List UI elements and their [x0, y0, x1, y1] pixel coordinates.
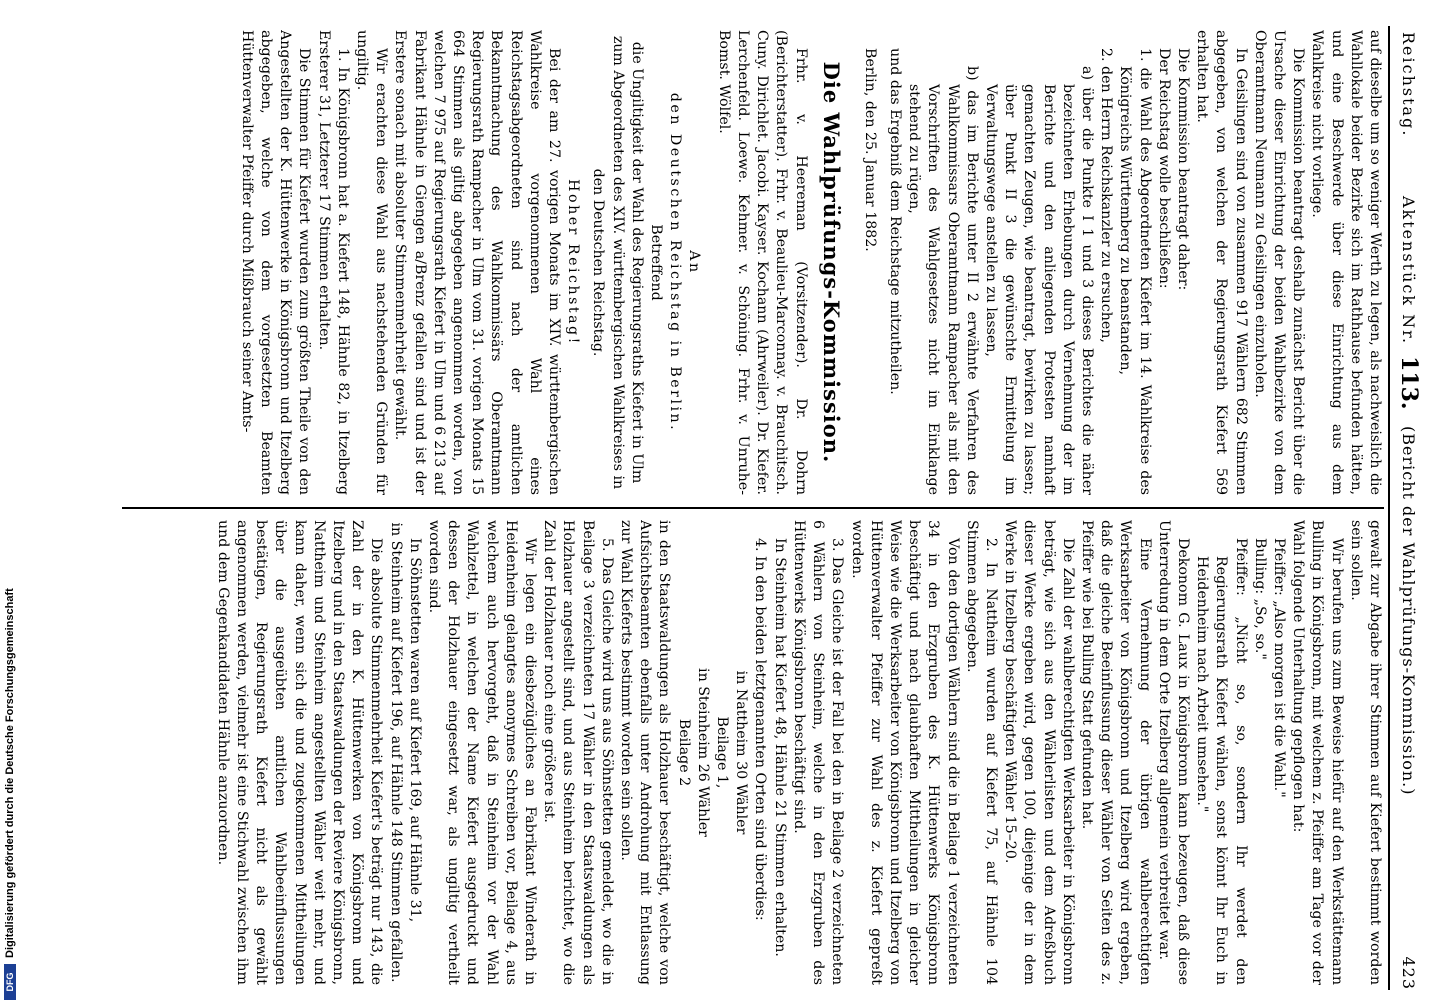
paragraph: In Steinheim hat Kiefert 48, Hähnle 21 Stimmen erhalten. — [771, 538, 788, 957]
paragraph: auf dieselbe um so weniger Werth zu legen, als nachweislich die Wahllokale beider Bezirke sich im Rathhause befunden hätten, und eine Beschwerde über diese Einrichtung aus dem Wahlkreise nicht vorliege. — [1309, 30, 1383, 495]
paragraph: Eine Vernehmung der übrigen wahlberechtigten Werksarbeiter von Königsbronn und Itzelberg wird ergeben, daß die gleiche Beeinflussung dieser Wähler von Seiten des z. Pfeiffer wie bei Bulling Statt gefunden hat. — [1078, 520, 1153, 985]
list-line: Beilage 1, — [714, 716, 731, 789]
header-document-label: Aktenstück Nr. — [1399, 196, 1418, 346]
paragraph: gewalt zur Abgabe ihrer Stimmen auf Kiefert bestimmt worden sein sollen. — [1347, 520, 1383, 985]
right-column — [122, 520, 1384, 985]
commission-title: Die Wahlprüfungs-Kommission. — [818, 61, 844, 464]
header-section-title: (Bericht der Wahlprüfungs-Kommission.) — [1399, 426, 1418, 796]
paragraph: in den Staatswaldungen als Holzhauer beschäftigt, welche von Aufsichtsbeamten ebenfalls unter Androhung mit Entlassung zur Wahl Kieferts bestimmt worden sein sollen. — [618, 520, 673, 985]
motion-item: 1. die Wahl des Abgeordneten Kiefert im 14. Wahlkreise des Königreichs Württemberg zu beanstanden, — [1117, 48, 1153, 495]
paragraph: in Steinheim auf Kiefert 196, auf Hähnle 148 Stimmen gefallen. — [387, 522, 404, 983]
motion-item: 2. den Herrn Reichskanzler zu ersuchen, — [1098, 48, 1115, 343]
dfg-logo: DFG — [4, 964, 16, 1000]
header-publication: Reichstag. — [1399, 32, 1418, 138]
dialogue-line: Bulling: „So, so." — [1251, 538, 1268, 660]
paragraph: Wir legen ein diesbezügliches an Fabrikant Winderath in Heidenheim gelangtes anonymes Schreiben vor, Beilage 4, aus welchem auch hervorgeht, daß in Steinheim vor der Wahl Wahlzettel, in welchen der Name Kiefert ausgedruckt und dessen der Holzhauer eingesetzt war, als ungiltig vertheilt worden sind. — [426, 520, 539, 985]
page-header — [1392, 26, 1422, 990]
paragraph: Dekonom G. Laux in Königsbronn kann bezeugen, daß diese Unterredung in dem Orte Itzelberg allgemein verbreitet war. — [1155, 520, 1191, 985]
paragraph: 1. In Königsbronn hat a. Kiefert 148, Hähnle 82, in Itzelberg Ersterer 31, Letzterer 17 Stimmen erhalten. — [315, 30, 351, 495]
left-column — [122, 30, 1384, 495]
paragraph: Die Kommission beantragt daher: — [1174, 48, 1191, 291]
header-document-number: 113. — [1396, 356, 1422, 410]
address-recipient: den Deutschen Reichstag in Berlin. — [667, 92, 684, 433]
paragraph: und das Ergebniß dem Reichstage mitzutheilen. — [886, 48, 903, 395]
page-number: 423 — [1399, 956, 1418, 990]
paragraph: Der Reichstag wolle beschließen: — [1155, 48, 1172, 289]
list-line: Beilage 2 — [675, 718, 692, 787]
paragraph: In Söhnstetten waren auf Kiefert 169, auf Hähnle 31, — [406, 538, 423, 923]
paragraph: Wir berufen uns zum Beweise hiefür auf den Werkstättemann Bulling in Königsbronn, mit welchem z. Pfeiffer am Tage vor der Wahl folgende Unterhaltung gepflogen hat: — [1290, 520, 1345, 985]
paragraph: Die Zahl der wahlberechtigten Werksarbeiter in Königsbronn beträgt, wie sich aus den Wählerlisten und dem Adreßbuch dieser Werke ergeben wird, gegen 100, diejenige der in dem Werke in Itzelberg beschäftigten Wähler 15–20. — [1002, 520, 1076, 985]
paragraph: Die Stimmen für Kiefert wurden zum größten Theile von den Angestellten der K. Hüttenwerke in Königsbronn und Itzelberg abgegeben, welche von dem vorgesetzten Beamten Hüttenverwalter Pfeiffer durch Mißbrauch seiner Amts- — [238, 30, 313, 495]
paragraph: Die Kommission beantragt deshalb zunächst Bericht über die Ursache dieser Einrichtung der beiden Wahlbezirke von dem Oberamtmann Neumann zu Geislingen einzuholen. — [1251, 30, 1307, 495]
salutation: Hoher Reichstag! — [565, 179, 582, 346]
signatories: Frhr. v. Heereman (Vorsitzender). Dr. Dohrn (Berichterstatter). Frhr. v. Beaulieu-Marconnay. v. Brauchitsch. Cuny. Dirichlet. Jacobi. Kayser. Kochann (Ahrweiler). Dr. Kiefer. Lerchenfeld. Loewe. Kehmer. v. Schöning. Frhr. v. Unruhe-Bomst. Wölfel. — [715, 30, 809, 495]
document-page — [104, 26, 1422, 990]
list-line: in Steinheim 26 Wähler — [694, 668, 711, 837]
paragraph: 2. In Nattheim wurden auf Kiefert 75, auf Hähnle 104 Stimmen abgegeben. — [963, 520, 999, 985]
date-line: Berlin, den 25. Januar 1882. — [861, 48, 878, 252]
address-to: An — [686, 250, 703, 275]
digitization-footer — [2, 0, 18, 1000]
dialogue-line: Pfeiffer: „Also morgen ist die Wahl." — [1270, 538, 1287, 798]
header-rule — [1388, 26, 1390, 990]
paragraph: In Geislingen sind von zusammen 917 Wählern 682 Stimmen abgegeben, von welchen der Regierungsrath Kiefert 569 erhalten hat. — [1194, 30, 1249, 495]
footer-text: Digitalisierung gefördert durch die Deutsche Forschungsgemeinschaft — [4, 588, 16, 958]
paragraph: 5. Das Gleiche wird uns aus Söhnstetten gemeldet, wo die in Beilage 3 verzeichneten 17 Wähler in den Staatswaldungen als Holzhauer angestellt sind, und aus Steinheim berichtet, wo die Zahl der Holzhauer noch eine größere ist. — [541, 520, 615, 985]
motion-subitem: b) das im Berichte unter II 2 erwähnte Verfahren des Wahlkommissars Oberamtmann Rampacher als mit den Vorschriften des Wahlgesetzes nicht im Einklange stehend zu rügen, — [906, 66, 980, 495]
paragraph: 4. In den beiden letztgenannten Orten sind überdies: — [752, 538, 769, 921]
subject-label: Betreffend — [648, 224, 665, 301]
motion-subitem: a) über die Punkte I 1 und 3 dieses Berichtes die näher bezeichneten Erhebungen durch Vernehmung der im Berichte und den anliegenden Protesten namhaft gemachten Zeugen, wie beantragt, bewirken zu lassen; über Punkt II 3 die gewünschte Ermittelung im Verwaltungswege anstellen zu lassen, — [982, 66, 1095, 495]
column-divider — [122, 507, 1384, 509]
subject-text: die Ungiltigkeit der Wahl des Regierungsraths Kiefert in Ulm zum Abgeordneten des XIV. württembergischen Wahlkreises in den Deutschen Reichstag. — [590, 35, 645, 490]
paragraph: Von den dortigen Wählern sind die in Beilage 1 verzeichneten 34 in den Erzgruben des K. Hüttenwerks Königsbronn beschäftigt und nach glaubhaften Mittheilungen in gleicher Weise wie die Werksarbeiter von Königsbronn und Itzelberg von Hüttenverwalter Pfeiffer zur Wahl des z. Kiefert gepreßt worden. — [848, 520, 961, 985]
paragraph: Wir erachten diese Wahl aus nachstehenden Gründen für ungiltig. — [354, 30, 390, 495]
paragraph: Die absolute Stimmenmehrheit Kiefert's beträgt nur 143, die Zahl der in den K. Hüttenwerken von Königsbronn und Itzelberg und in den Staatswaldungen der Reviere Königsbronn, Nattheim und Steinheim angestellten Wähler weit mehr, und kann daher, wenn sich die und zugekommenen Mittheilungen über die ausgeübten amtlichen Wahlbeeinflussungen bestätigen, Regierungsrath Kiefert nicht als gewählt angenommen werden, vielmehr ist eine Stichwahl zwischen ihm und dem Gegenkandidaten Hähnle anzuordnen. — [214, 520, 385, 985]
dialogue-line: Pfeiffer: „Nicht so, so, sondern Ihr werdet den Regierungsrath Kiefert wählen, sonst könnt Ihr Euch in Heidenheim nach Arbeit umsehen." — [1194, 538, 1249, 985]
paragraph: Bei der am 27. vorigen Monats im XIV. württembergischen Wahlkreise vorgenommenen Wahl eines Reichstagsabgeordneten sind nach der amtlichen Bekanntmachung des Wahlkommissärs Oberamtmann Regierungsrath Rampacher in Ulm vom 31. vorigen Monats 15 664 Stimmen als giltig abgegeben angenommen worden, von welchen 7 975 auf Regierungsrath Kiefert in Ulm und 6 213 auf Fabrikant Hähnle in Giengen a/Brenz gefallen sind und ist der Erstere sonach mit absoluter Stimmenmehrheit gewählt. — [392, 30, 563, 495]
list-line: in Nattheim 30 Wähler — [733, 670, 750, 835]
paragraph: 3. Das Gleiche ist der Fall bei den in Beilage 2 verzeichneten 6 Wählern von Steinheim, welche in den Erzgruben des Hüttenwerks Königsbronn beschäftigt sind. — [790, 520, 846, 985]
